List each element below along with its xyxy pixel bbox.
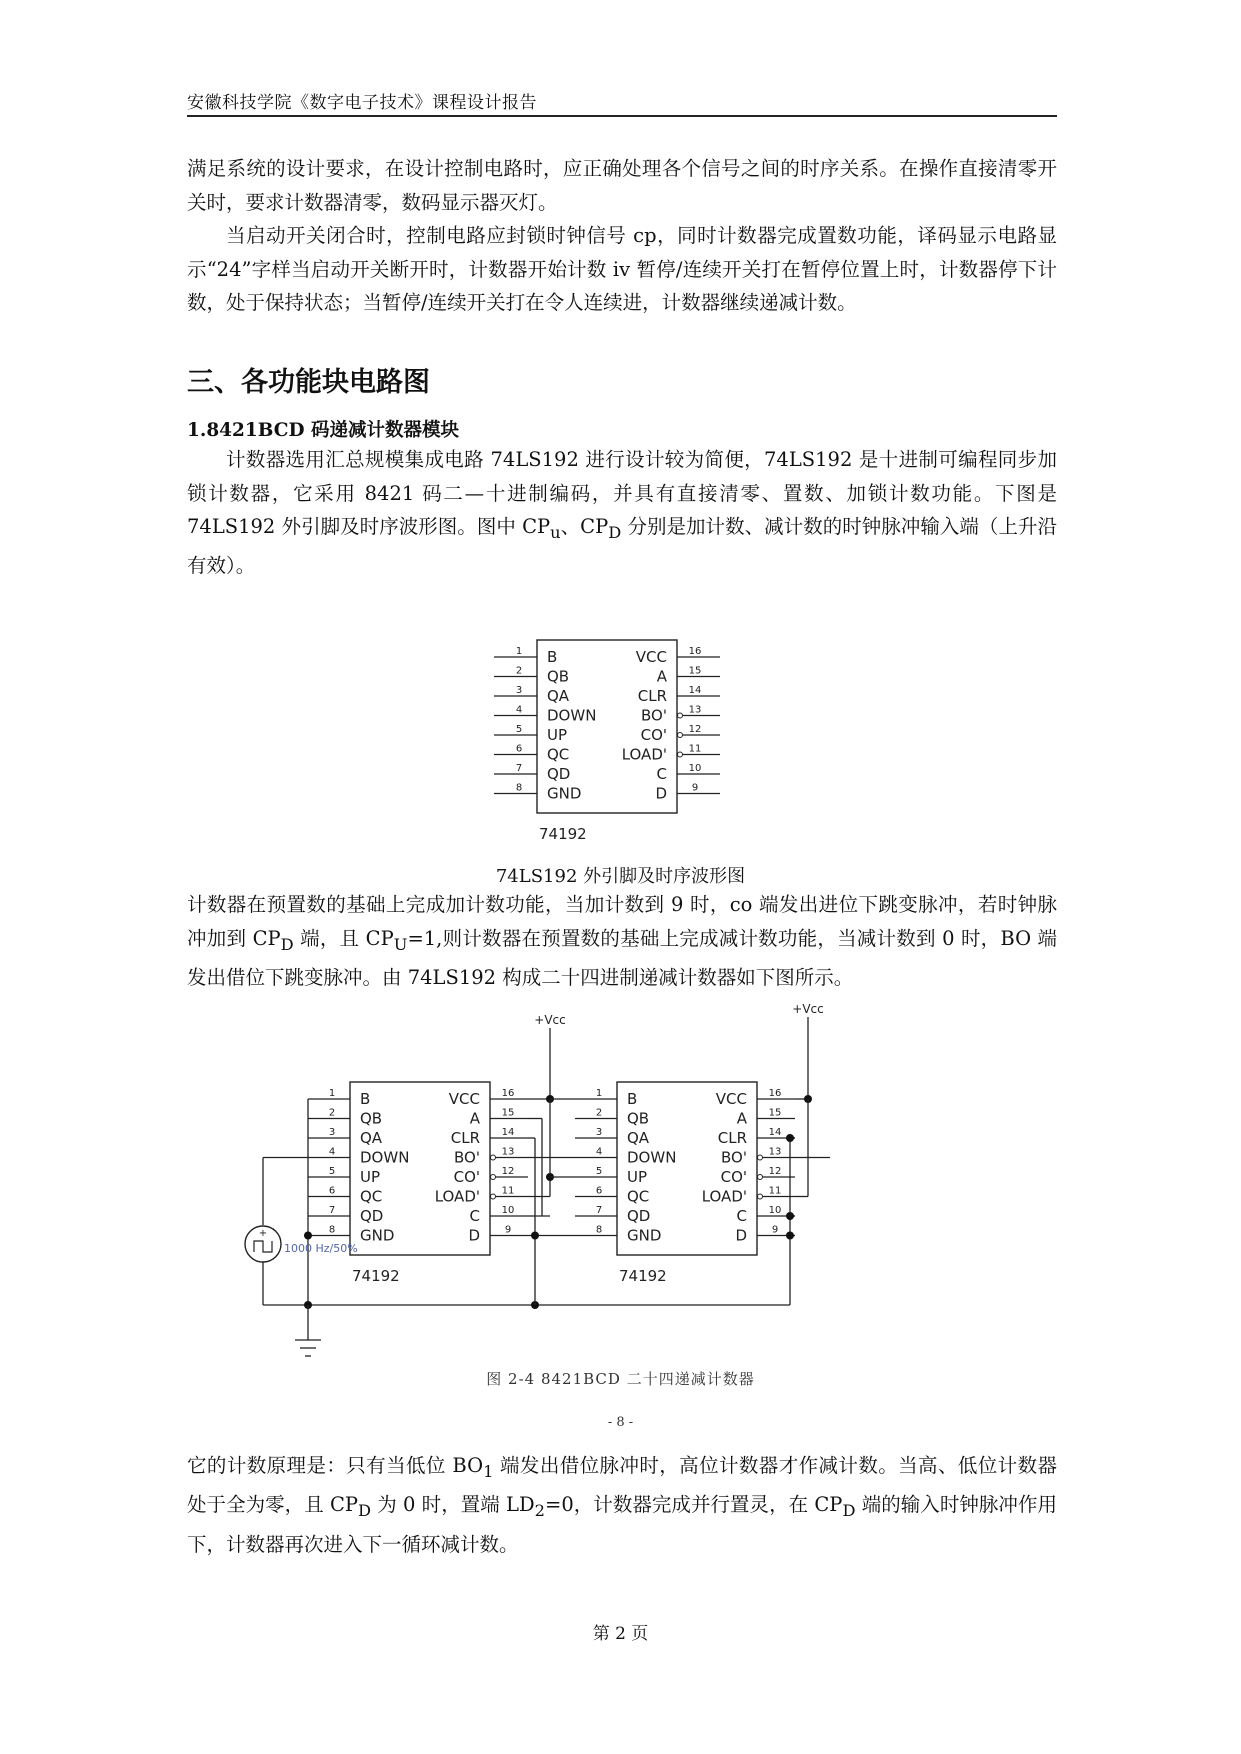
pin-label: QA — [627, 1129, 650, 1147]
inversion-bubble — [491, 1175, 496, 1180]
pin-number: 11 — [688, 743, 702, 755]
pin-number: 6 — [595, 1185, 603, 1197]
page-footer: 第 2 页 — [592, 1624, 649, 1644]
pin-number: 14 — [501, 1127, 515, 1138]
pin-label: QB — [627, 1109, 650, 1128]
pin-number: 14 — [768, 1127, 782, 1138]
pin-number: 3 — [328, 1127, 336, 1138]
pin-label: C — [736, 1207, 747, 1225]
paragraph-5: 它的计数原理是：只有当低位 $BO_1$ 端发出借位脉冲时，高位计数器才作减计数。当高、低位计数器处于全为零，且 $CP_D$ 为 0 时，置端 $LD_2=0$，计数器完成并行置灵，在 $CP_D$ 端的输入时钟脉冲作用下，计数器再次进入下一循环减计数。 — [187, 1454, 1057, 1556]
pin-label: QD — [627, 1207, 651, 1225]
pin-number: 15 — [768, 1107, 782, 1119]
pin-number: 9 — [771, 1224, 779, 1236]
pin-label: QC — [547, 745, 570, 764]
paragraph-3: 计数器选用汇总规模集成电路 74LS192 进行设计较为简便，74LS192 是十进制可编程同步加锁计数器，它采用 8421 码二—十进制编码，并具有直接清零、置数、加锁计数功能。下图是 74LS192 外引脚及时序波形图。图中 $CP_u$、$CP_D$ 分别是加计数、减计数的时钟脉冲输入端（上升沿有效）。 — [187, 448, 1057, 578]
pin-number: 16 — [688, 646, 702, 657]
pin-number: 15 — [501, 1107, 515, 1119]
square-wave-icon — [254, 1241, 272, 1252]
pin-number: 12 — [688, 724, 702, 735]
pin-label: GND — [627, 1226, 662, 1245]
pin-number: 7 — [595, 1205, 603, 1216]
pin-label: CLR — [450, 1129, 480, 1147]
pin-number: 10 — [768, 1205, 782, 1216]
pin-number: 9 — [691, 782, 699, 794]
chip-name: 74192 — [539, 825, 587, 843]
pin-label: UP — [547, 726, 568, 744]
figure-1-caption: 74LS192 外引脚及时序波形图 — [495, 866, 746, 887]
inversion-bubble — [758, 1175, 763, 1180]
chip-name: 74192 — [352, 1267, 400, 1285]
pin-label: LOAD' — [701, 1187, 747, 1206]
pin-label: D — [655, 784, 667, 803]
pin-label: VCC — [635, 648, 667, 666]
pin-label: DOWN — [360, 1148, 410, 1167]
pin-number: 15 — [688, 665, 702, 677]
pin-label: QB — [547, 667, 570, 686]
inversion-bubble — [678, 713, 683, 718]
figure-2-caption: 图 2-4 8421BCD 二十四递减计数器 — [486, 1370, 755, 1388]
pin-label: UP — [627, 1168, 648, 1186]
pin-label: B — [360, 1090, 371, 1108]
pin-label: A — [656, 667, 667, 686]
pin-number: 6 — [328, 1185, 336, 1197]
pin-label: QB — [360, 1109, 383, 1128]
pin-number: 14 — [688, 685, 702, 696]
pin-number: 5 — [515, 724, 523, 735]
pin-label: LOAD' — [621, 745, 667, 764]
pin-number: 11 — [501, 1185, 515, 1197]
pin-label: QC — [360, 1187, 383, 1206]
source-label: 1000 Hz/50% — [284, 1242, 358, 1255]
pin-label: VCC — [448, 1090, 480, 1108]
pin-number: 2 — [328, 1107, 336, 1119]
vcc-label: +Vcc — [534, 1013, 566, 1027]
pin-label: CLR — [717, 1129, 747, 1147]
pin-label: C — [656, 765, 667, 783]
pin-number: 4 — [515, 704, 523, 716]
pin-label: UP — [360, 1168, 381, 1186]
pin-number: 12 — [501, 1166, 515, 1177]
junction-dot — [304, 1232, 312, 1240]
inversion-bubble — [491, 1194, 496, 1199]
pin-number: 1 — [595, 1088, 603, 1099]
pin-number: 9 — [504, 1224, 512, 1236]
pin-label: BO' — [454, 1148, 480, 1167]
pin-number: 8 — [515, 782, 523, 794]
pin-number: 8 — [595, 1224, 603, 1236]
pin-label: VCC — [715, 1090, 747, 1108]
pin-number: 1 — [328, 1088, 336, 1099]
pin-label: B — [547, 648, 558, 666]
pin-number: 3 — [595, 1127, 603, 1138]
plus-sign: + — [258, 1228, 268, 1239]
pin-number: 10 — [501, 1205, 515, 1216]
pin-number: 13 — [768, 1146, 782, 1158]
pin-label: CO' — [720, 1168, 747, 1186]
section-heading: 三、各功能块电路图 — [187, 367, 430, 398]
chip-name: 74192 — [619, 1267, 667, 1285]
pin-label: B — [627, 1090, 638, 1108]
inversion-bubble — [491, 1155, 496, 1160]
pin-label: QD — [360, 1207, 384, 1225]
pin-label: QC — [627, 1187, 650, 1206]
pin-number: 2 — [595, 1107, 603, 1119]
junction-dot — [786, 1232, 794, 1240]
junction-dot — [531, 1232, 539, 1240]
pin-label: CLR — [637, 687, 667, 705]
pin-label: A — [469, 1109, 480, 1128]
inversion-bubble — [678, 752, 683, 757]
pin-number: 11 — [768, 1185, 782, 1197]
pin-number: 8 — [328, 1224, 336, 1236]
pin-label: GND — [360, 1226, 395, 1245]
pin-number: 16 — [768, 1088, 782, 1099]
pin-number: 1 — [515, 646, 523, 657]
pin-number: 3 — [515, 685, 523, 696]
pin-number: 5 — [328, 1166, 336, 1177]
junction-dot — [786, 1212, 794, 1220]
paragraph-1: 满足系统的设计要求，在设计控制电路时，应正确处理各个信号之间的时序关系。在操作直接清零开关时，要求计数器清零，数码显示器灭灯。 — [187, 157, 1057, 214]
pin-label: BO' — [721, 1148, 747, 1167]
pin-label: DOWN — [627, 1148, 677, 1167]
pin-number: 4 — [328, 1146, 336, 1158]
inversion-bubble — [678, 733, 683, 738]
pin-number: 10 — [688, 763, 702, 774]
inversion-bubble — [758, 1194, 763, 1199]
vcc-label: +Vcc — [792, 1002, 824, 1016]
junction-dot — [786, 1134, 794, 1142]
pin-number: 13 — [688, 704, 702, 716]
pin-number: 6 — [515, 743, 523, 755]
pin-label: CO' — [640, 726, 667, 744]
pin-label: GND — [547, 784, 582, 803]
pin-label: BO' — [641, 706, 667, 725]
pin-label: LOAD' — [434, 1187, 480, 1206]
pin-label: C — [469, 1207, 480, 1225]
pin-number: 12 — [768, 1166, 782, 1177]
pin-number: 4 — [595, 1146, 603, 1158]
inner-page-number: - 8 - — [607, 1415, 634, 1430]
pin-number: 7 — [515, 763, 523, 774]
paragraph-2: 当启动开关闭合时，控制电路应封锁时钟信号 cp，同时计数器完成置数功能，译码显示电路显示“24”字样当启动开关断开时，计数器开始计数 iv 暂停/连续开关打在暂停位置上时，计数器停下计数，处于保持状态；当暂停/连续开关打在令人连续进，计数器继续递减计数。 — [187, 224, 1057, 314]
pin-label: QA — [360, 1129, 383, 1147]
paragraph-4: 计数器在预置数的基础上完成加计数功能，当加计数到 9 时，co 端发出进位下跳变脉冲，若时钟脉冲加到 $CP_D$ 端，且 $CP_U=1$,则计数器在预置数的基础上完成减计数功能，当减计数到 0 时，BO 端发出借位下跳变脉冲。由 74LS192 构成二十四进制递减计数器如下图所示。 — [187, 893, 1057, 989]
pin-number: 7 — [328, 1205, 336, 1216]
pin-number: 13 — [501, 1146, 515, 1158]
pin-number: 16 — [501, 1088, 515, 1099]
subsection-heading: 1.8421BCD 码递减计数器模块 — [187, 420, 459, 441]
pin-label: QA — [547, 687, 570, 705]
pin-label: DOWN — [547, 706, 597, 725]
pin-label: QD — [547, 765, 571, 783]
pin-number: 2 — [515, 665, 523, 677]
running-header: 安徽科技学院《数字电子技术》课程设计报告 — [187, 93, 537, 113]
inversion-bubble — [758, 1155, 763, 1160]
pin-label: D — [735, 1226, 747, 1245]
pin-label: A — [736, 1109, 747, 1128]
pin-number: 5 — [595, 1166, 603, 1177]
pin-label: D — [468, 1226, 480, 1245]
pin-label: CO' — [453, 1168, 480, 1186]
